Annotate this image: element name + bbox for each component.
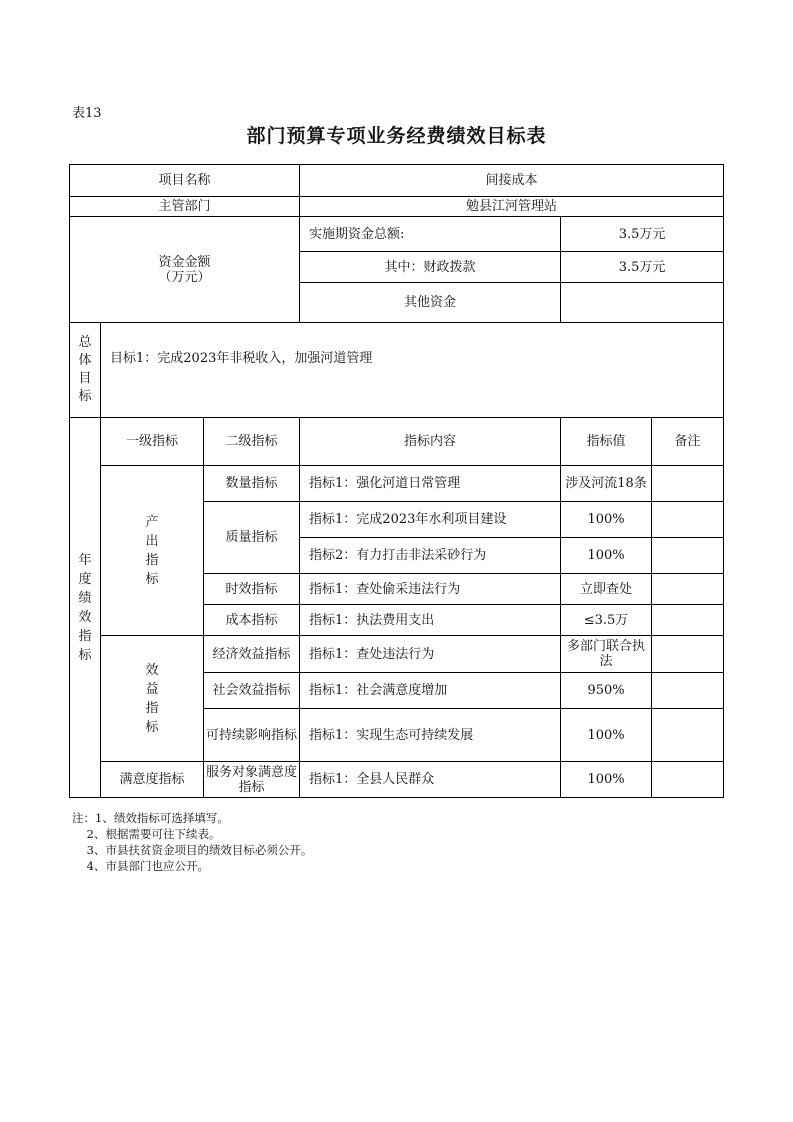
funds-other-value: [561, 283, 724, 323]
remark-cell: [652, 538, 724, 574]
funds-label-line1: 资金金额: [158, 254, 211, 270]
content-cell: 指标1：查处偷采违法行为: [300, 574, 561, 605]
funds-label-line2: （万元）: [158, 269, 211, 285]
content-cell: 指标1：完成2023年水利项目建设: [300, 502, 561, 538]
project-name-value: 间接成本: [300, 165, 724, 197]
table-row: [70, 636, 724, 673]
remark-cell: [652, 762, 724, 798]
level2-cell: 经济效益指标: [204, 636, 300, 673]
value-cell: 涉及河流18条: [561, 466, 652, 502]
content-cell: 指标1：实现生态可持续发展: [300, 709, 561, 762]
indicator-header-row: [70, 418, 724, 466]
note-line: 注：1、绩效指标可选择填写。: [72, 811, 229, 825]
project-name-label: 项目名称: [70, 165, 300, 197]
value-cell: 多部门联合执法: [561, 636, 652, 673]
level2-cell: 可持续影响指标: [204, 709, 300, 762]
content-cell: 指标1：全县人民群众: [300, 762, 561, 798]
funds-fiscal-label: 其中：财政拨款: [300, 252, 561, 283]
note-line: 4、市县部门也应公开。: [72, 859, 209, 873]
overall-goal-label: 总体目标: [70, 323, 101, 418]
value-cell: 立即查处: [561, 574, 652, 605]
remark-cell: [652, 709, 724, 762]
header-value: 指标值: [561, 418, 652, 466]
header-level1: 一级指标: [101, 418, 204, 466]
content-cell: 指标1：查处违法行为: [300, 636, 561, 673]
content-cell: 指标1：社会满意度增加: [300, 673, 561, 709]
department-label: 主管部门: [70, 197, 300, 217]
funds-fiscal-value: 3.5万元: [561, 252, 724, 283]
funds-total-value: 3.5万元: [561, 217, 724, 252]
funds-total-row: [70, 217, 724, 252]
header-level2: 二级指标: [204, 418, 300, 466]
remark-cell: [652, 605, 724, 636]
table-row: [70, 466, 724, 502]
overall-goal-text: 目标1：完成2023年非税收入，加强河道管理: [101, 323, 724, 418]
annual-indicator-label: 年度绩效指标: [70, 418, 101, 798]
value-cell: ≤3.5万: [561, 605, 652, 636]
project-name-row: [70, 165, 724, 197]
remark-cell: [652, 673, 724, 709]
table-row: [70, 762, 724, 798]
value-cell: 950%: [561, 673, 652, 709]
note-line: 2、根据需要可往下续表。: [72, 827, 221, 841]
value-cell: 100%: [561, 502, 652, 538]
satisfaction-indicator-label: 满意度指标: [101, 762, 204, 798]
remark-cell: [652, 636, 724, 673]
department-value: 勉县江河管理站: [300, 197, 724, 217]
header-content: 指标内容: [300, 418, 561, 466]
content-cell: 指标2：有力打击非法采砂行为: [300, 538, 561, 574]
value-cell: 100%: [561, 709, 652, 762]
remark-cell: [652, 502, 724, 538]
funds-total-label: 实施期资金总额:: [300, 217, 561, 252]
level2-cell: 服务对象满意度指标: [204, 762, 300, 798]
value-cell: 100%: [561, 762, 652, 798]
level2-cell: 数量指标: [204, 466, 300, 502]
overall-goal-row: [70, 323, 724, 418]
content-cell: 指标1：执法费用支出: [300, 605, 561, 636]
department-row: [70, 197, 724, 217]
level2-cell: 社会效益指标: [204, 673, 300, 709]
remark-cell: [652, 574, 724, 605]
notes: [72, 810, 312, 874]
document-title: 部门预算专项业务经费绩效目标表: [246, 125, 547, 147]
remark-cell: [652, 466, 724, 502]
benefit-indicator-label: 效益指标: [101, 636, 204, 762]
table-label: 表13: [72, 106, 102, 121]
level2-cell: 质量指标: [204, 502, 300, 574]
level2-cell: 时效指标: [204, 574, 300, 605]
note-line: 3、市县扶贫资金项目的绩效目标必须公开。: [72, 843, 313, 857]
funds-label: [70, 217, 300, 323]
value-cell: 100%: [561, 538, 652, 574]
performance-target-table: [69, 164, 724, 798]
header-remark: 备注: [652, 418, 724, 466]
funds-other-label: 其他资金: [300, 283, 561, 323]
level2-cell: 成本指标: [204, 605, 300, 636]
content-cell: 指标1：强化河道日常管理: [300, 466, 561, 502]
output-indicator-label: 产出指标: [101, 466, 204, 636]
